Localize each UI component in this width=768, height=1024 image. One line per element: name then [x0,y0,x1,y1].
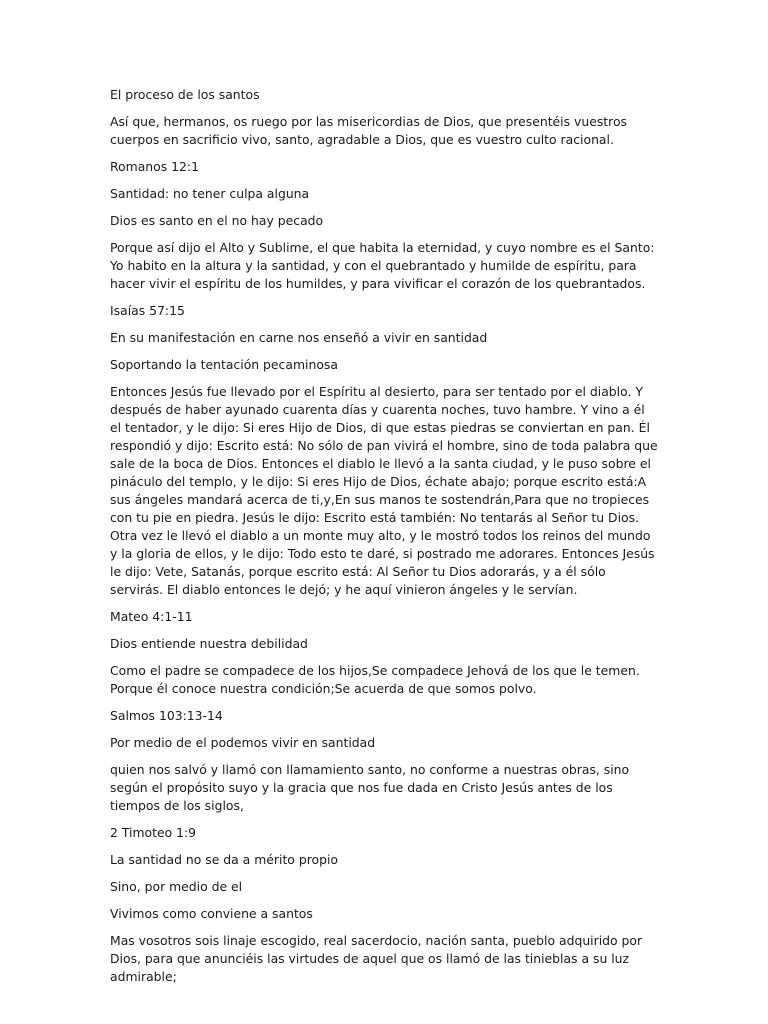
scripture-quote: Entonces Jesús fue llevado por el Espíritu al desierto, para ser tentado por el diablo. Y después de haber ayunado cuarenta días y cuarenta noches, tuvo hambre. Y vino a él el tentador, y le dijo: Si eres Hijo de Dios, di que estas piedras se conviertan en pan. Él respondió y dijo: Escrito está: No sólo de pan vivirá el hombre, sino de toda palabra que sale de la boca de Dios. Entonces el diablo le llevó a la santa ciudad, y le puso sobre el pináculo del templo, y le dijo: Si eres Hijo de Dios, échate abajo; porque escrito está:A sus ángeles mandará acerca de ti,y,En sus manos te sostendrán,Para que no tropieces con tu pie en piedra. Jesús le dijo: Escrito está también: No tentarás al Señor tu Dios. Otra vez le llevó el diablo a un monte muy alto, y le mostró todos los reinos del mundo y la gloria de ellos, y le dijo: Todo esto te daré, si postrado me adorares. Entonces Jesús le dijo: Vete, Satanás, porque escrito está: Al Señor tu Dios adorarás, y a él sólo servirás. El diablo entonces le dejó; y he aquí vinieron ángeles y le servían. [110,384,658,597]
scripture-quote: Porque así dijo el Alto y Sublime, el que habita la eternidad, y cuyo nombre es el Santo: Yo habito en la altura y la santidad, y con el quebrantado y humilde de espíritu, para hacer vivir el espíritu de los humildes, y para vivificar el corazón de los quebrantados. [110,240,655,291]
section-heading: Por medio de el podemos vivir en santidad [110,735,376,750]
scripture-quote: quien nos salvó y llamó con llamamiento santo, no conforme a nuestras obras, sino según el propósito suyo y la gracia que nos fue dada en Cristo Jesús antes de los tiempos de los siglos, [110,762,630,813]
section-heading: Vivimos como conviene a santos [110,906,313,921]
scripture-quote: Como el padre se compadece de los hijos,Se compadece Jehová de los que le temen. Porque él conoce nuestra condición;Se acuerda de que somos polvo. [110,663,640,696]
section-heading: Soportando la tentación pecaminosa [110,357,338,372]
scripture-quote: Así que, hermanos, os ruego por las misericordias de Dios, que presentéis vuestros cuerpos en sacrificio vivo, santo, agradable a Dios, que es vuestro culto racional. [110,114,627,147]
document-page [110,86,658,995]
scripture-quote: Mas vosotros sois linaje escogido, real sacerdocio, nación santa, pueblo adquirido por Dios, para que anunciéis las virtudes de aquel que os llamó de las tinieblas a su luz admirable; [110,933,643,984]
section-heading: Dios entiende nuestra debilidad [110,636,308,651]
scripture-reference: Salmos 103:13-14 [110,708,223,723]
section-heading: Dios es santo en el no hay pecado [110,213,324,228]
scripture-reference: Isaías 57:15 [110,303,185,318]
section-heading: En su manifestación en carne nos enseñó a vivir en santidad [110,330,488,345]
section-heading: Santidad: no tener culpa alguna [110,186,310,201]
scripture-reference: Mateo 4:1-11 [110,609,193,624]
section-heading: La santidad no se da a mérito propio [110,852,338,867]
scripture-reference: Romanos 12:1 [110,159,199,174]
section-heading: Sino, por medio de el [110,879,243,894]
document-title: El proceso de los santos [110,87,260,102]
scripture-reference: 2 Timoteo 1:9 [110,825,197,840]
